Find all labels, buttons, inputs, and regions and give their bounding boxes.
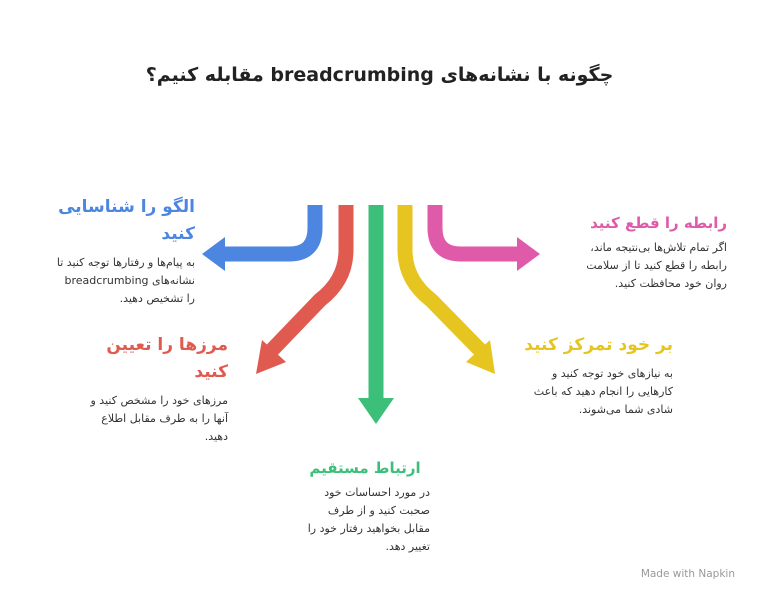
arrowhead-pattern: [202, 237, 225, 271]
napkin-credit: [641, 568, 735, 580]
branch-direct-heading: ارتباط مستقیم: [309, 459, 421, 477]
branch-direct-text: در مورد احساسات خود صحبت کنید و از طرف مقابل بخواهید رفتار خود را تغییر دهد.: [307, 486, 430, 553]
branch-focus-text: به نیازهای خود توجه کنید و کارهایی را انجام دهید که باعث شادی شما می‌شوند.: [533, 367, 673, 416]
branch-boundaries: [80, 332, 228, 446]
arrow-cut: [435, 205, 520, 254]
credit-text: Made with Napkin: [640, 568, 735, 580]
branch-cut-heading: رابطه را قطع کنید: [590, 214, 727, 232]
branch-boundaries-text: مرزهای خود را مشخص کنید و آنها را به طرف مقابل اطلاع دهید.: [90, 394, 228, 443]
branch-cut: [562, 210, 727, 293]
arrowhead-cut: [517, 237, 540, 271]
branch-focus-heading: بر خود تمرکز کنید: [524, 335, 673, 355]
arrow-pattern: [222, 205, 315, 254]
branch-cut-text: اگر تمام تلاش‌ها بی‌نتیجه ماند، رابطه را قطع کنید تا از سلامت روان خود محافظت کنید.: [586, 241, 727, 290]
branch-direct: [300, 455, 430, 556]
branch-boundaries-heading: مرزها را تعیین کنید: [106, 335, 228, 382]
branch-focus: [523, 332, 673, 419]
branch-pattern-heading: الگو را شناسایی کنید: [58, 197, 195, 244]
branch-pattern-text: به پیام‌ها و رفتارها توجه کنید تا نشانه‌های breadcrumbing را تشخیص دهید.: [56, 256, 195, 305]
arrowhead-direct: [358, 398, 394, 424]
branch-pattern: [40, 194, 195, 308]
diagram-title: چگونه با نشانه‌های breadcrumbing مقابله کنیم؟: [145, 64, 614, 86]
